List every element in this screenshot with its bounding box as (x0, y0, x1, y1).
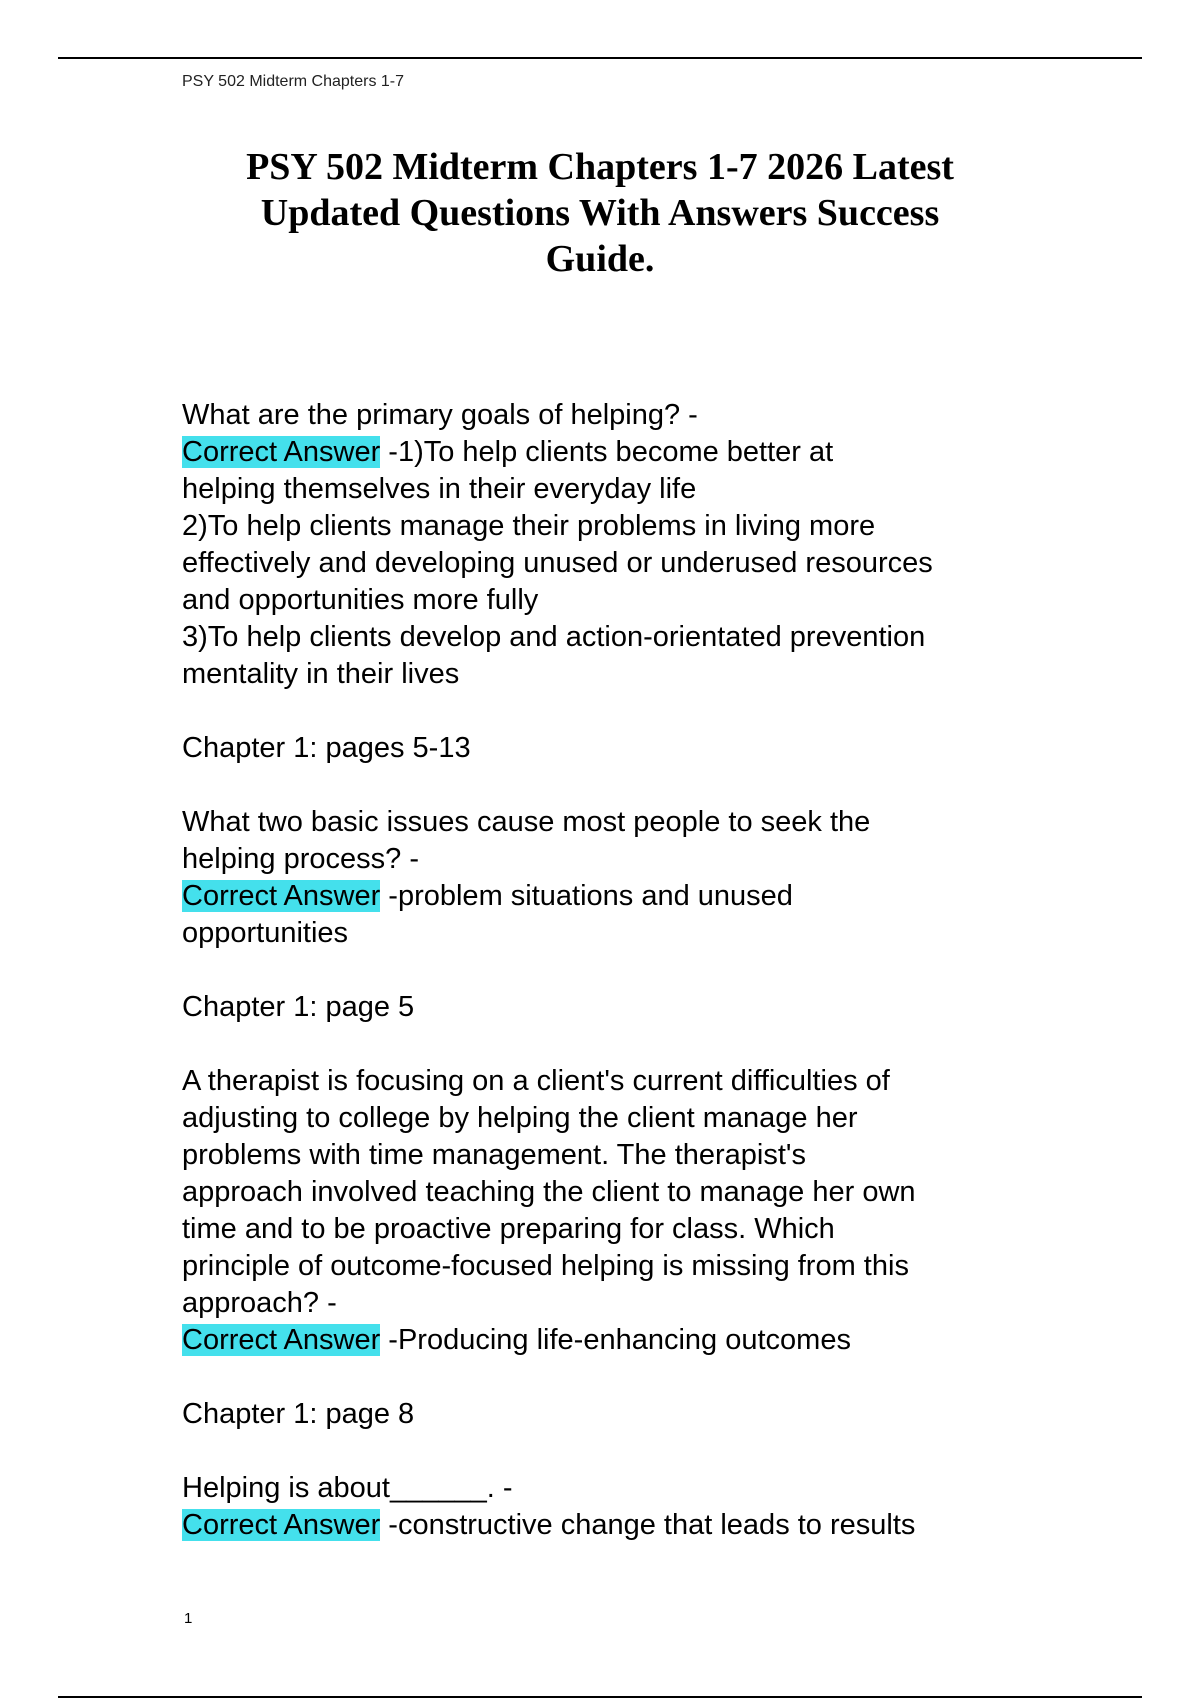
question-line: A therapist is focusing on a client's current difficulties of (182, 1065, 890, 1097)
answer-line: helping themselves in their everyday life (182, 473, 697, 505)
chapter-reference: Chapter 1: page 5 (182, 991, 415, 1023)
title-line: Updated Questions With Answers Success (260, 192, 940, 234)
question-line: What are the primary goals of helping? - (182, 399, 698, 431)
answer-line: 3)To help clients develop and action-orientated prevention (182, 621, 926, 653)
answer-line: and opportunities more fully (182, 584, 539, 616)
question-line: What two basic issues cause most people to seek the (182, 806, 871, 838)
answer-text: -Producing life-enhancing outcomes (380, 1324, 851, 1356)
question-line: approach? - (182, 1287, 337, 1319)
answer-line: effectively and developing unused or underused resources (182, 547, 933, 579)
question-line: helping process? - (182, 843, 419, 875)
top-rule (58, 57, 1142, 59)
answer-text: -constructive change that leads to results (380, 1509, 916, 1541)
title-line: Guide. (545, 238, 655, 280)
question-line: problems with time management. The therapist's (182, 1139, 806, 1171)
question-line: adjusting to college by helping the client manage her (182, 1102, 858, 1134)
qa-item (182, 804, 1082, 952)
question-line: approach involved teaching the client to manage her own (182, 1176, 916, 1208)
answer-line: opportunities (182, 917, 349, 949)
correct-answer-label: Correct Answer (182, 436, 381, 468)
qa-item (182, 1063, 1082, 1359)
answer-line (182, 878, 1082, 915)
answer-line: mentality in their lives (182, 658, 460, 690)
qa-content (182, 397, 1082, 1544)
chapter-reference: Chapter 1: pages 5-13 (182, 732, 471, 764)
answer-line (182, 1322, 1082, 1359)
page-number: 1 (184, 1610, 193, 1627)
title-line: PSY 502 Midterm Chapters 1-7 2026 Latest (246, 146, 954, 188)
qa-item (182, 397, 1082, 693)
question-line: time and to be proactive preparing for class. Which (182, 1213, 835, 1245)
correct-answer-label: Correct Answer (182, 1509, 381, 1541)
question-line: principle of outcome-focused helping is missing from this (182, 1250, 909, 1282)
answer-line (182, 1507, 1082, 1544)
qa-item (182, 1470, 1082, 1544)
document-title (182, 144, 1018, 282)
answer-line (182, 434, 1082, 471)
question-line: Helping is about______. - (182, 1472, 513, 1504)
running-head: PSY 502 Midterm Chapters 1-7 (182, 73, 405, 90)
correct-answer-label: Correct Answer (182, 880, 381, 912)
answer-text: -1)To help clients become better at (380, 436, 834, 468)
answer-text: -problem situations and unused (380, 880, 793, 912)
chapter-reference: Chapter 1: page 8 (182, 1398, 415, 1430)
answer-line: 2)To help clients manage their problems in living more (182, 510, 876, 542)
bottom-rule (58, 1696, 1142, 1698)
correct-answer-label: Correct Answer (182, 1324, 381, 1356)
